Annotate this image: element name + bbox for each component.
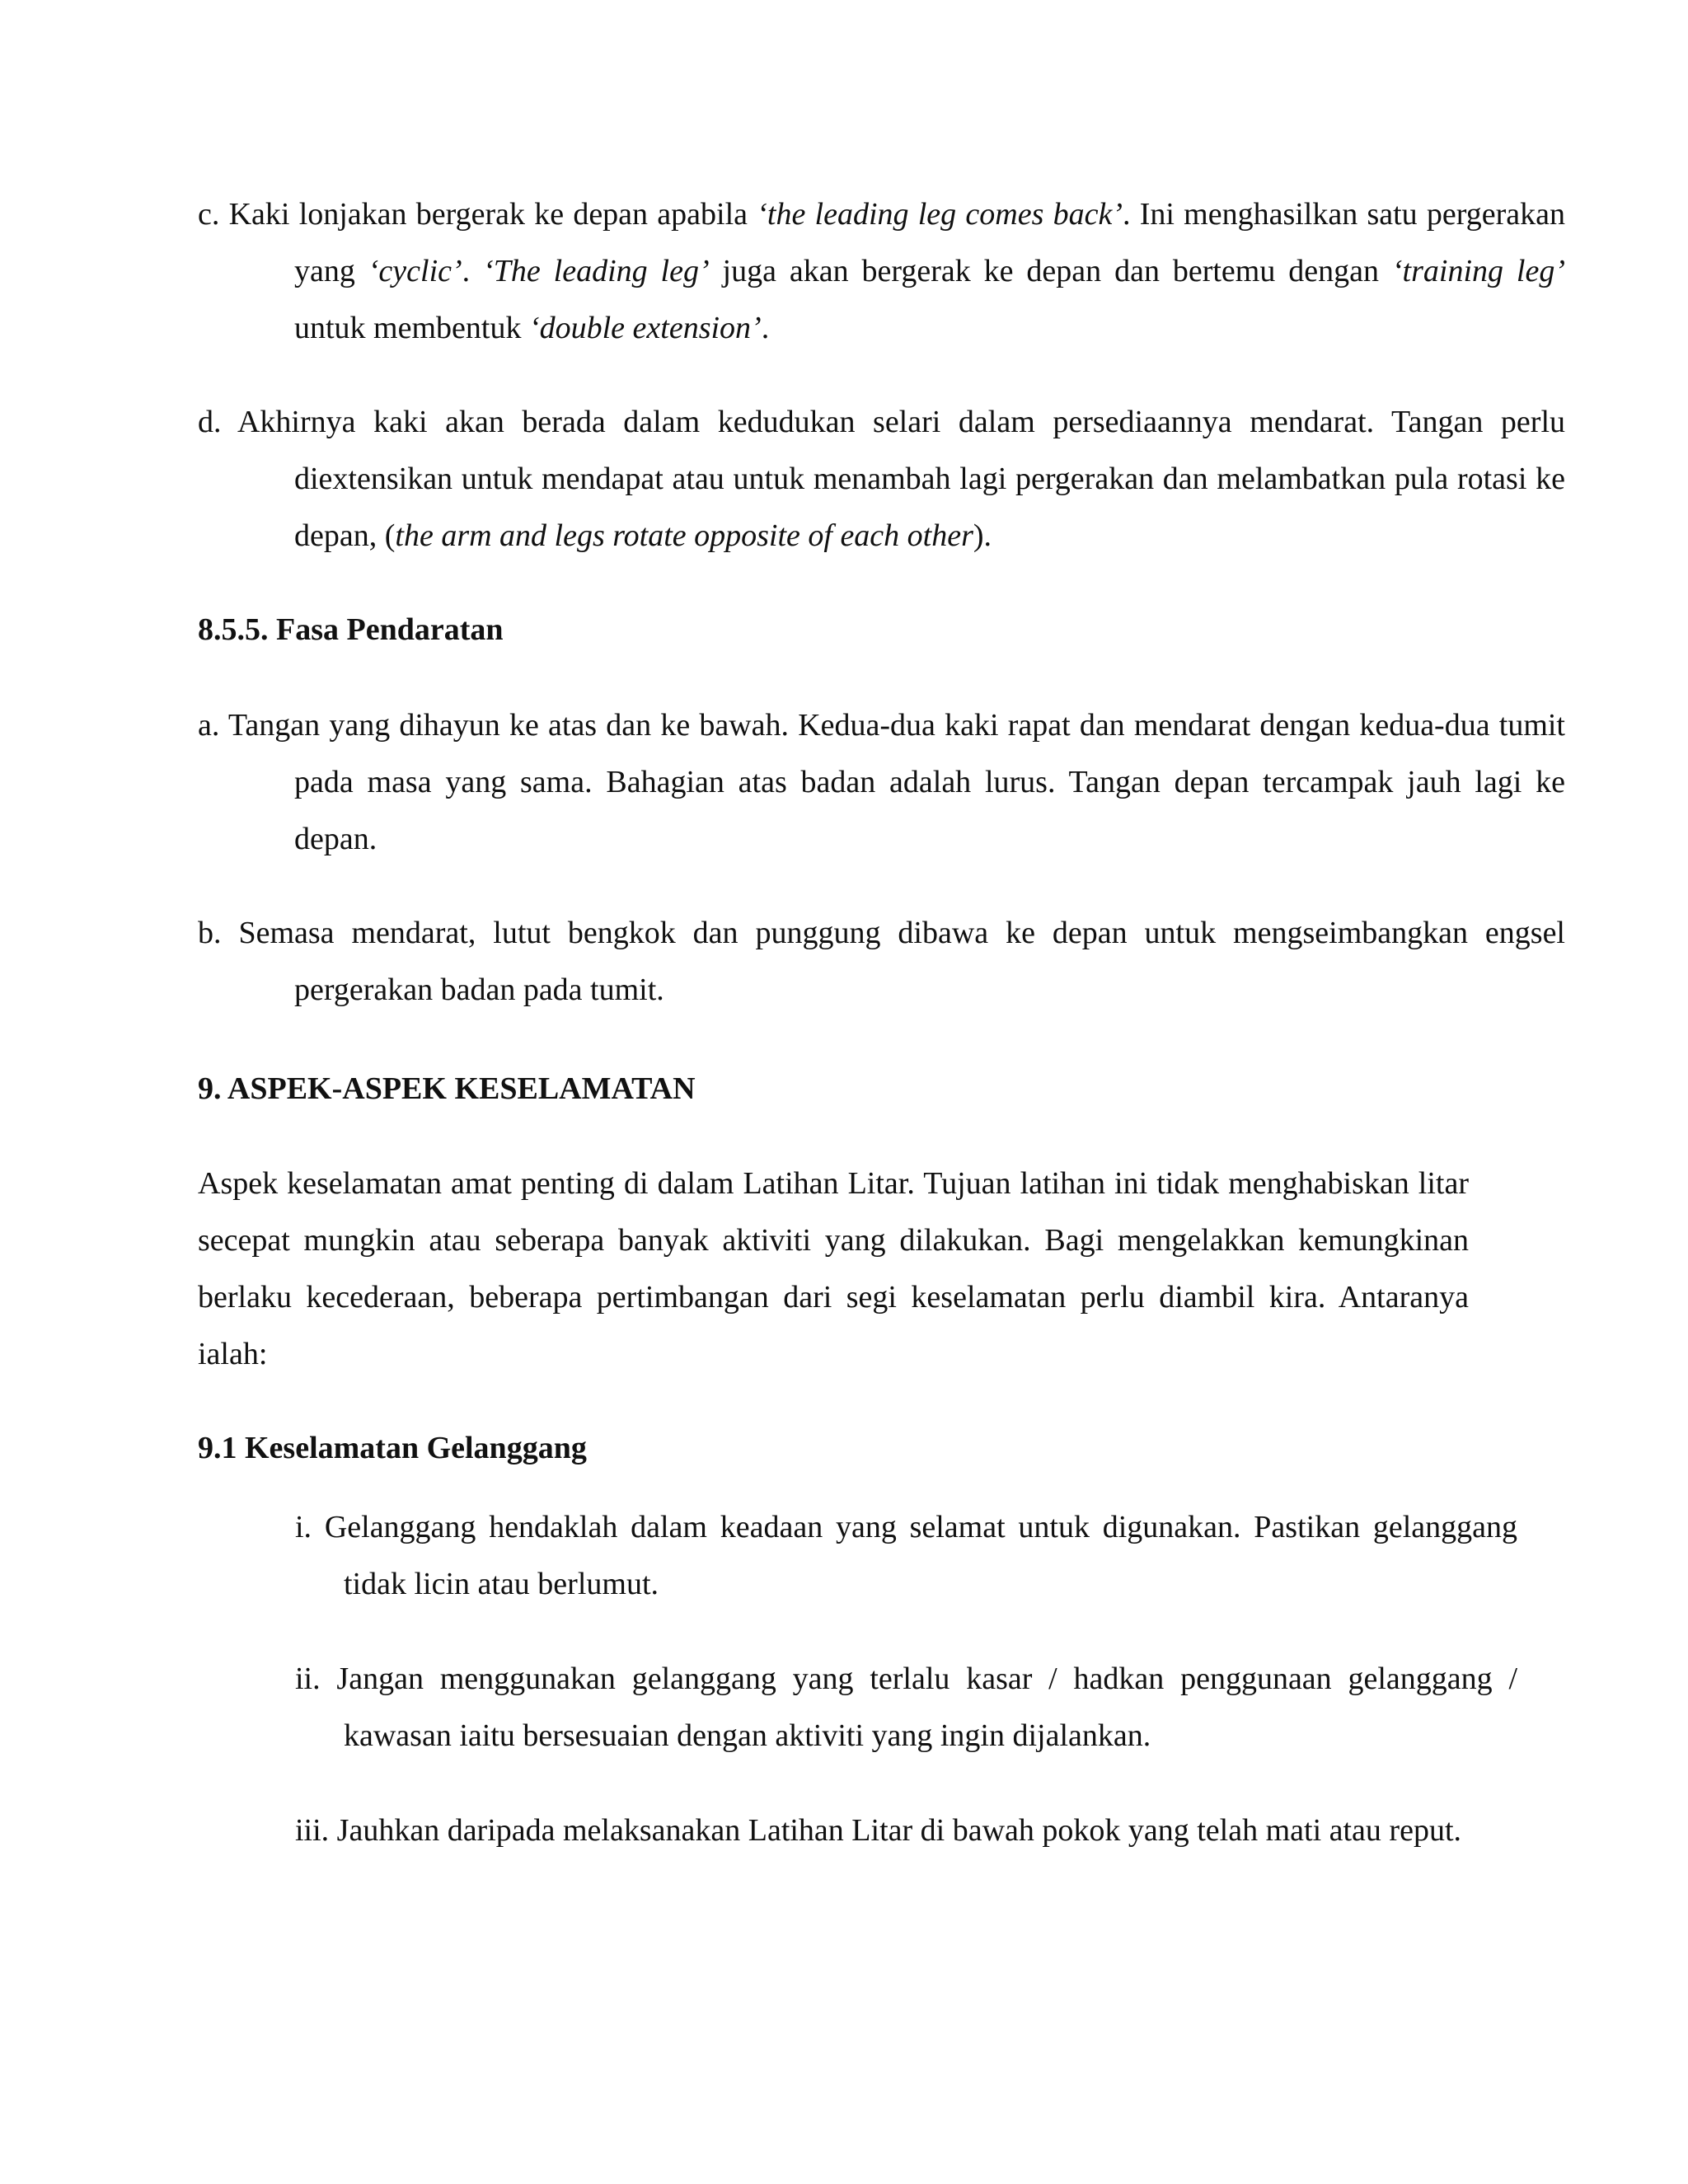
text-run: ).: [973, 518, 992, 553]
text-run: .: [761, 311, 770, 345]
list-item-c: [198, 186, 1565, 357]
text-run: juga akan bergerak ke depan dan bertemu dengan: [709, 254, 1392, 288]
intro-paragraph: Aspek keselamatan amat penting di dalam Latihan Litar. Tujuan latihan ini tidak menghabiskan litar secepat mungkin atau seberapa banyak aktiviti yang dilakukan. Bagi mengelakkan kemungkinan berlaku kecederaan, beberapa pertimbangan dari segi keselamatan perlu diambil kira. Antaranya ialah:: [198, 1166, 1469, 1371]
section-heading-8-5-5: 8.5.5. Fasa Pendaratan: [198, 612, 504, 647]
text-run: .: [462, 254, 484, 288]
list-item-b: b. Semasa mendarat, lutut bengkok dan punggung dibawa ke depan untuk mengseimbangkan engsel pergerakan badan pada tumit.: [198, 916, 1565, 1007]
list-item-d: [198, 394, 1565, 565]
list-item-iii: iii. Jauhkan daripada melaksanakan Latihan Litar di bawah pokok yang telah mati atau reput.: [295, 1813, 1461, 1848]
text-run: . Ini menghasilkan satu pergerakan yang: [294, 197, 1565, 288]
italic-phrase: ‘double extension’: [528, 311, 762, 345]
list-item-a: a. Tangan yang dihayun ke atas dan ke bawah. Kedua-dua kaki rapat dan mendarat dengan kedua-dua tumit pada masa yang sama. Bahagian atas badan adalah lurus. Tangan depan tercampak jauh lagi ke depan.: [198, 708, 1565, 856]
italic-phrase: the arm and legs rotate opposite of each other: [395, 518, 973, 553]
text-run: untuk membentuk: [294, 311, 529, 345]
italic-phrase: ‘cyclic’: [368, 254, 462, 288]
section-heading-9: 9. ASPEK-ASPEK KESELAMATAN: [198, 1071, 696, 1106]
section-heading-9-1: 9.1 Keselamatan Gelanggang: [198, 1431, 587, 1465]
italic-phrase: ‘training leg’: [1391, 254, 1566, 288]
text-run: c. Kaki lonjakan bergerak ke depan apabila: [198, 197, 757, 232]
italic-phrase: ‘the leading leg comes back’: [757, 197, 1123, 232]
list-item-ii: ii. Jangan menggunakan gelanggang yang terlalu kasar / hadkan penggunaan gelanggang / kawasan iaitu bersesuaian dengan aktiviti yang ingin dijalankan.: [295, 1661, 1517, 1753]
text-run: d. Akhirnya kaki akan berada dalam kedudukan selari dalam persediaannya mendarat. Tangan perlu diextensikan untuk mendapat atau untuk menambah lagi pergerakan dan melambatkan pula rotasi ke depan, (: [198, 405, 1565, 553]
list-item-i: i. Gelanggang hendaklah dalam keadaan yang selamat untuk digunakan. Pastikan gelanggang tidak licin atau berlumut.: [295, 1510, 1517, 1601]
italic-phrase: ‘The leading leg’: [483, 254, 710, 288]
